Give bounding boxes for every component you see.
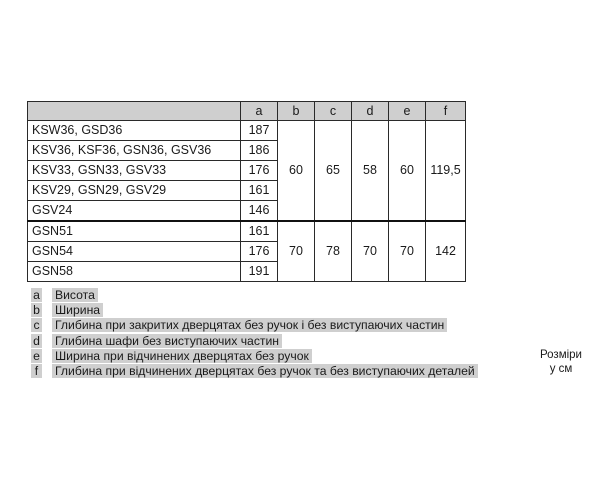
units-note-line2: у см: [549, 362, 573, 375]
legend-text: Ширина при відчинених дверцятах без ручок: [52, 349, 312, 363]
height-cell: 191: [241, 262, 278, 282]
height-cell: 161: [241, 181, 278, 201]
model-cell: GSN54: [28, 242, 241, 262]
group1-b: 60: [278, 121, 315, 222]
header-b: b: [278, 102, 315, 121]
group1-d: 58: [352, 121, 389, 222]
header-d: d: [352, 102, 389, 121]
dimensions-table: [27, 101, 466, 282]
legend-text: Висота: [52, 288, 98, 302]
header-f: f: [426, 102, 466, 121]
table-header-row: [28, 102, 466, 121]
model-cell: KSV29, GSN29, GSV29: [28, 181, 241, 201]
model-cell: GSN58: [28, 262, 241, 282]
height-cell: 176: [241, 161, 278, 181]
legend-text: Глибина при закритих дверцятах без ручок і без виступаючих частин: [52, 318, 447, 332]
legend-key: f: [31, 364, 42, 378]
model-cell: GSN51: [28, 221, 241, 242]
height-cell: 176: [241, 242, 278, 262]
units-note: [530, 349, 592, 376]
units-note-line1: Розміри: [540, 349, 582, 361]
table-row: [28, 121, 466, 141]
legend-key: a: [31, 288, 42, 302]
group1-e: 60: [389, 121, 426, 222]
model-cell: GSV24: [28, 201, 241, 222]
model-cell: KSW36, GSD36: [28, 121, 241, 141]
model-cell: KSV33, GSN33, GSV33: [28, 161, 241, 181]
legend-item: [31, 287, 478, 302]
legend-item: [31, 302, 478, 317]
legend-key: b: [31, 303, 42, 317]
legend-key: e: [31, 349, 42, 363]
height-cell: 146: [241, 201, 278, 222]
legend-key: d: [31, 334, 42, 348]
legend-item: [31, 363, 478, 378]
height-cell: 186: [241, 141, 278, 161]
legend-item: [31, 348, 478, 363]
group2-e: 70: [389, 221, 426, 282]
legend-key: c: [31, 318, 42, 332]
header-model: [28, 102, 241, 121]
group2-f: 142: [426, 221, 466, 282]
legend-text: Глибина при відчинених дверцятах без ручок та без виступаючих деталей: [52, 364, 478, 378]
group2-d: 70: [352, 221, 389, 282]
group1-c: 65: [315, 121, 352, 222]
legend-text: Глибина шафи без виступаючих частин: [52, 334, 282, 348]
table-row: [28, 221, 466, 242]
group1-f: 119,5: [426, 121, 466, 222]
group2-b: 70: [278, 221, 315, 282]
header-e: e: [389, 102, 426, 121]
group2-c: 78: [315, 221, 352, 282]
legend-text: Ширина: [52, 303, 103, 317]
model-cell: KSV36, KSF36, GSN36, GSV36: [28, 141, 241, 161]
height-cell: 161: [241, 221, 278, 242]
legend: [31, 287, 478, 379]
legend-item: [31, 318, 478, 333]
legend-item: [31, 333, 478, 348]
header-c: c: [315, 102, 352, 121]
height-cell: 187: [241, 121, 278, 141]
header-a: a: [241, 102, 278, 121]
